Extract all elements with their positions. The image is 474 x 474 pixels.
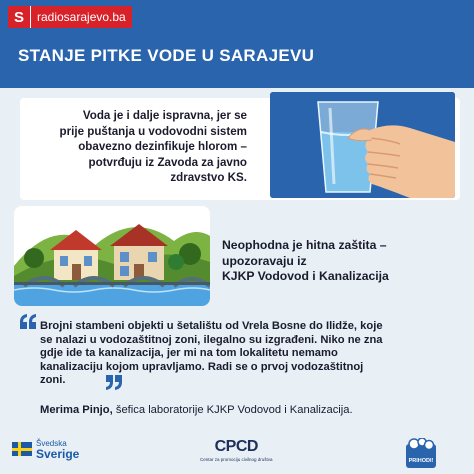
info-card-1-line: potvrđuju iz Zavoda za javno: [88, 155, 247, 169]
quote-line: kanalizaciju kojom upravljamo. Radi se o prvoj vodozaštitnoj: [40, 360, 364, 373]
quote-line: gdje ide ta kanalizacija, jer mi na tom lokalitetu nemamo: [40, 347, 338, 360]
houses-illustration: [14, 206, 210, 306]
info-card-1-line: zdravstvo KS.: [170, 171, 247, 184]
quote-open-icon: [18, 313, 38, 331]
sweden-logo: [12, 438, 79, 460]
site-name: radiosarajevo.ba: [30, 6, 132, 28]
info-card-1-text: [22, 108, 247, 186]
info-card-1-line: prije puštanja u vodovodni sistem: [59, 124, 247, 138]
page-title: STANJE PITKE VODE U SARAJEVU: [18, 46, 315, 65]
info-card-1-line: Voda je i dalje ispravna, jer se: [82, 109, 247, 122]
glass-of-water-illustration: [270, 92, 455, 198]
houses-by-water-icon: [14, 206, 210, 306]
author-role: šefica laboratorije KJKP Vodovod i Kanalizacija.: [112, 404, 353, 416]
prihodi-badge-icon: [404, 438, 438, 470]
cpcd-logo: [200, 438, 273, 462]
info-card-2-text: [222, 238, 462, 285]
hand-holding-glass-icon: [270, 92, 455, 198]
sweden-label-small: Švedska: [36, 439, 67, 448]
cpcd-name: CPCD: [214, 438, 258, 455]
quote-close-icon: [104, 373, 124, 391]
info-card-2-line: KJKP Vodovod i Kanalizacija: [222, 269, 389, 283]
quote-line: zoni.: [40, 374, 66, 387]
badge-label: PRIHODI!: [408, 458, 434, 464]
author-name: Merima Pinjo,: [40, 404, 113, 416]
quote-text: [40, 320, 460, 388]
quote-line: Brojni stambeni objekti u šetalištu od Vrela Bosne do Ilidže, koje: [40, 320, 383, 332]
sweden-flag-icon: [12, 442, 32, 456]
cpcd-tagline: Centar za promociju civilnog društva: [200, 457, 273, 462]
site-brand[interactable]: [8, 6, 132, 28]
sweden-label-big: Sverige: [36, 447, 80, 461]
info-card-2-line: upozoravaju iz: [222, 253, 307, 268]
info-card-2-line: Neophodna je hitna zaštita –: [222, 238, 387, 252]
quote-author: [40, 403, 460, 417]
info-card-1-line: obavezno dezinfikuje hlorom –: [78, 140, 247, 153]
site-logo: S: [8, 6, 30, 28]
quote-line: se nalazi u vodozaštitnoj zoni, ilegalno su izgrađeni. Niko ne zna: [40, 333, 383, 346]
